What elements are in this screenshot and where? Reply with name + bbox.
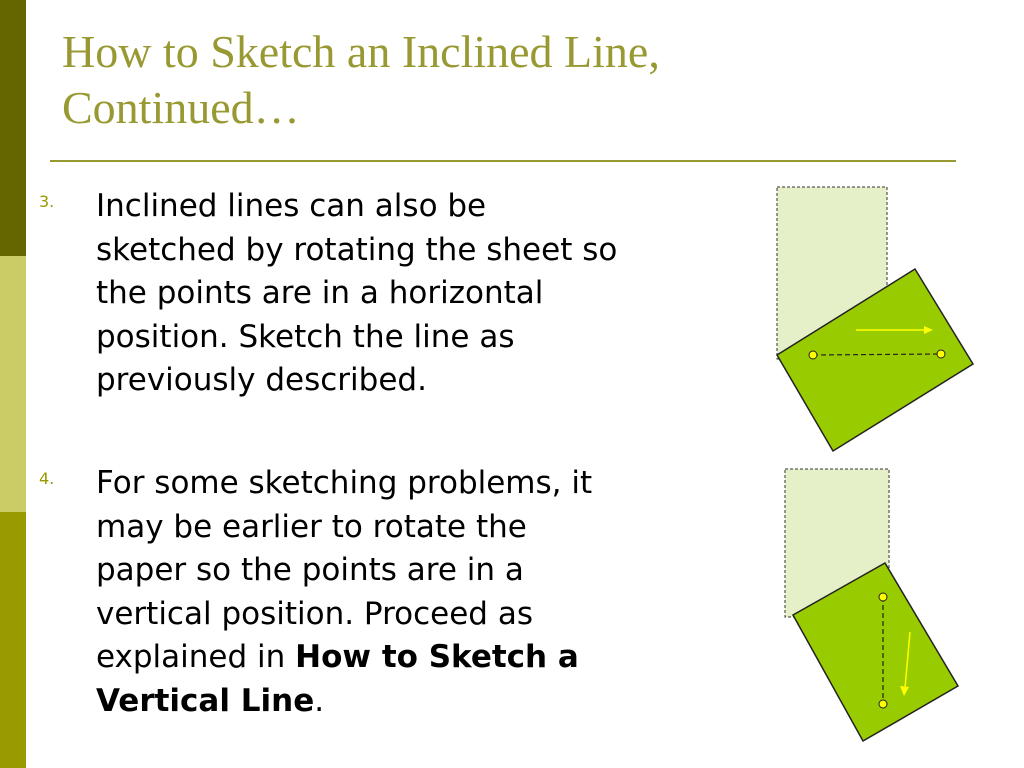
title-divider bbox=[50, 160, 956, 162]
bullet-number: 4. bbox=[39, 469, 55, 488]
endpoint-dot bbox=[879, 593, 887, 601]
rotated-sheet-horizontal-figure bbox=[770, 180, 980, 460]
endpoint-dot bbox=[879, 700, 887, 708]
bullet-item-4 bbox=[39, 462, 776, 723]
rotated-sheet-vertical-figure bbox=[775, 460, 970, 750]
bullet-line: previously described. bbox=[96, 362, 427, 398]
referenced-topic-title: How to Sketch a bbox=[295, 639, 579, 675]
bullet-line: the points are in a horizontal bbox=[96, 275, 544, 311]
endpoint-dot bbox=[809, 351, 817, 359]
sidebar-band-bottom bbox=[0, 512, 26, 768]
bullet-line: Inclined lines can also be bbox=[96, 188, 487, 224]
slide-title bbox=[62, 24, 962, 136]
bullet-item-3 bbox=[39, 185, 776, 403]
bullet-line: position. Sketch the line as bbox=[96, 318, 515, 355]
bullet-line: paper so the points are in a bbox=[96, 552, 524, 588]
bullet-line-with-link bbox=[96, 636, 776, 680]
sidebar-band-top bbox=[0, 0, 26, 256]
bullet-line-with-link bbox=[96, 680, 776, 724]
bullet-line: sketched by rotating the sheet so bbox=[96, 231, 618, 268]
bullet-text: explained in bbox=[96, 639, 296, 675]
bullet-number: 3. bbox=[39, 192, 55, 211]
referenced-topic-title: Vertical Line bbox=[96, 682, 315, 719]
bullet-line: vertical position. Proceed as bbox=[96, 595, 533, 632]
bullet-text: . bbox=[314, 682, 325, 719]
endpoint-dot bbox=[937, 350, 945, 358]
slide-title-line-2: Continued… bbox=[62, 82, 300, 133]
slide-title-line-1: How to Sketch an Inclined Line, bbox=[62, 26, 660, 77]
sidebar-band-middle bbox=[0, 256, 26, 512]
bullet-line: For some sketching problems, it bbox=[96, 465, 593, 501]
bullet-line: may be earlier to rotate the bbox=[96, 508, 527, 545]
